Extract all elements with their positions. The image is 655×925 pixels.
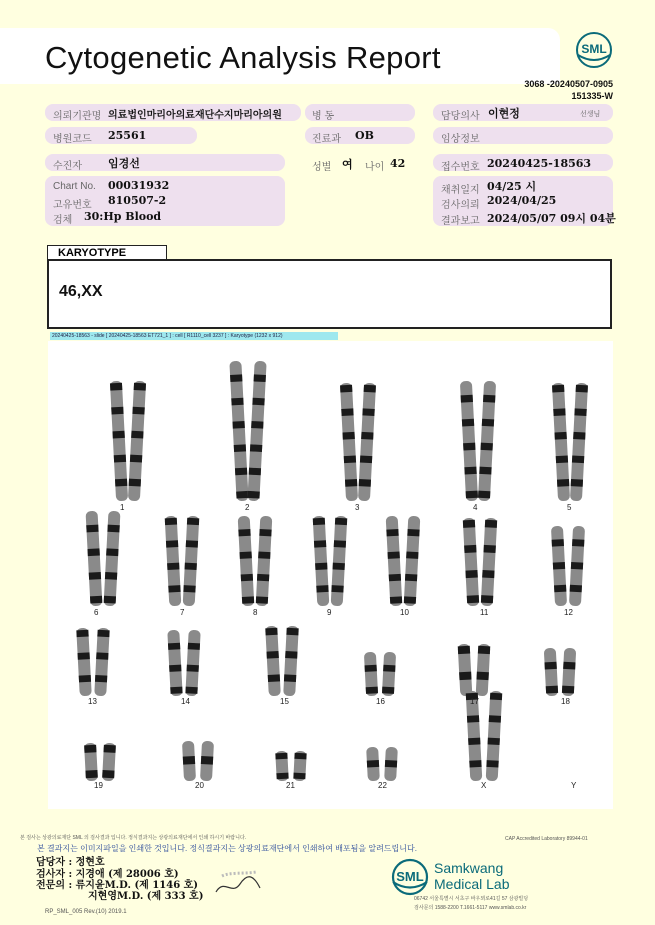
- signature-icon: [210, 868, 270, 900]
- institution-value: 의료법인마리아의료재단수지마리아의원: [108, 110, 282, 121]
- chromosome-pair: [460, 381, 496, 501]
- chromosome-pair: [110, 381, 146, 501]
- reported-label: 결과보고: [441, 216, 480, 227]
- chromosome-number: 3: [355, 503, 360, 512]
- chromosome-pair: [86, 511, 121, 606]
- ward-label: 병 동: [312, 111, 335, 122]
- lab-name-line-1: Samkwang: [434, 860, 504, 876]
- chromosome-number: 16: [376, 697, 385, 706]
- patient-label: 수진자: [53, 161, 82, 172]
- chromosome-pair: [551, 526, 585, 607]
- receipt-value: 20240425-18563: [487, 157, 592, 170]
- institution-label: 의뢰기관명: [53, 111, 102, 122]
- lab-phone: 검사문의 1588-2200 T.1661-5117 www.smlab.co.kr: [414, 905, 527, 911]
- chromosome-number: 14: [181, 697, 190, 706]
- chromosome-pair: [340, 383, 376, 501]
- chromosome-number: 8: [253, 608, 258, 617]
- chromosome-number: 1: [120, 503, 125, 512]
- chromosome-number: 20: [195, 781, 204, 790]
- reference-line-2: 151335-W: [571, 91, 613, 101]
- staff-line-4: 지현영M.D. (제 333 호): [88, 891, 204, 902]
- chromosome-number: 7: [180, 608, 185, 617]
- svg-text:SML: SML: [581, 42, 607, 56]
- lab-address: 06742 서울특별시 서초구 바우뫼로41길 57 삼광빌딩: [414, 896, 529, 902]
- chromosome-number: 9: [327, 608, 332, 617]
- doctor-suffix: 선생님: [580, 111, 601, 118]
- unique-value: 810507-2: [108, 194, 167, 207]
- footer-tiny-text: 본 검사는 상광의료재단 SML 의 검사결과 입니다. 정식결과지는 상광의료재단에서 인쇄 하시기 바랍니다.: [20, 835, 247, 841]
- chromosome-number: 12: [564, 608, 573, 617]
- slide-info: 20240425-18563 - slide [ 20240425-18563 ET721_1 ] : cell [ R1110_cell 3237 ] : Karyotype (1232 x 912): [50, 332, 338, 340]
- chromosome-number: 17: [470, 697, 479, 706]
- chromosome-pair: [84, 743, 116, 782]
- unique-label: 고유번호: [53, 200, 92, 211]
- chromosome-number: 2: [245, 503, 250, 512]
- chromosome-pair: [238, 516, 273, 607]
- collect-label: 채취일지: [441, 185, 480, 196]
- receipt-label: 접수번호: [441, 162, 480, 173]
- requested-value: 2024/04/25: [487, 194, 557, 207]
- chromosome-number: 21: [286, 781, 295, 790]
- reference-line-1: 3068 -20240507-0905: [524, 79, 613, 89]
- chromosome-pair: [463, 518, 498, 607]
- patient-value: 임경선: [108, 157, 140, 170]
- report-title: Cytogenetic Analysis Report: [45, 40, 441, 75]
- chromosome-number: 6: [94, 608, 99, 617]
- sex-label: 성별: [312, 162, 332, 173]
- age-label: 나이: [365, 162, 385, 173]
- dept-label: 진료과: [312, 134, 341, 145]
- svg-text:SML: SML: [396, 869, 424, 884]
- sex-value: 여: [342, 158, 353, 171]
- chromosome-number: 4: [473, 503, 478, 512]
- chromosome-number: 15: [280, 697, 289, 706]
- sml-footer-logo-icon: [388, 857, 432, 897]
- chart-value: 00031932: [108, 179, 170, 192]
- chromosome-pair: [229, 361, 266, 501]
- collect-value: 04/25 시: [487, 180, 537, 193]
- chromosome-pair: [458, 644, 491, 697]
- karyogram-svg: [48, 341, 613, 809]
- chart-label: Chart No.: [53, 181, 96, 192]
- chromosome-pair: [313, 516, 348, 607]
- chromosome-number: X: [481, 781, 487, 790]
- chromosome-number: 22: [378, 781, 387, 790]
- chromosome-pair: [165, 516, 200, 607]
- specimen-label: 검체: [53, 215, 73, 226]
- chromosome-pair: [167, 630, 200, 697]
- chromosome-number: 13: [88, 697, 97, 706]
- reported-value: 2024/05/07 09시 04분: [487, 212, 616, 225]
- chromosome-pair: [386, 516, 421, 607]
- chromosome-pair: [364, 652, 396, 697]
- doctor-value: 이현정: [488, 107, 520, 120]
- clinical-label: 임상정보: [441, 134, 480, 145]
- staff-line-3: 전문의 : 류지윤M.D. (제 1146 호): [36, 880, 199, 891]
- chromosome-number: 11: [480, 608, 489, 617]
- footer-notice: 본 결과지는 이미지파일을 인쇄한 것입니다. 정식결과지는 상광의료재단에서 인쇄하여 배포됨을 알려드립니다.: [37, 844, 417, 853]
- chromosome-number: 19: [94, 781, 103, 790]
- requested-label: 검사의뢰: [441, 200, 480, 211]
- chromosome-pair: [265, 626, 299, 697]
- chromosome-number: Y: [571, 781, 577, 790]
- chromosome-pair: [366, 747, 398, 782]
- specimen-value: 30:Hp Blood: [84, 210, 162, 223]
- age-value: 42: [390, 157, 406, 170]
- chromosome-pair: [544, 648, 576, 697]
- chromosome-number: 10: [400, 608, 409, 617]
- lab-name-line-2: Medical Lab: [434, 876, 510, 892]
- chromosome-pair: [275, 751, 307, 782]
- dept-value: OB: [355, 129, 374, 142]
- sml-logo-icon: [574, 30, 614, 70]
- hospital-code-label: 병원코드: [53, 134, 92, 145]
- staff-line-2: 검사자 : 지경애 (제 28006 호): [36, 869, 179, 880]
- chromosome-pair: [76, 628, 110, 697]
- lab-name: [434, 860, 510, 892]
- chromosome-number: 18: [561, 697, 570, 706]
- cap-text: CAP Accredited Laboratory 89944-01: [505, 836, 588, 842]
- chromosome-pair: [552, 383, 588, 501]
- hospital-code-value: 25561: [108, 129, 147, 142]
- karyotype-label: KARYOTYPE: [47, 245, 167, 259]
- reference-number: [505, 78, 613, 102]
- chromosome-pair: [182, 741, 214, 782]
- karyotype-result: 46,XX: [59, 283, 103, 300]
- karyogram-image: [48, 341, 613, 809]
- document-number: RP_SML_005 Rev.(10) 2019.1: [45, 909, 127, 915]
- doctor-label: 담당의사: [441, 111, 480, 122]
- staff-line-1: 담당자 : 정현호: [36, 857, 105, 868]
- karyotype-box: [47, 259, 612, 329]
- chromosome-number: 5: [567, 503, 572, 512]
